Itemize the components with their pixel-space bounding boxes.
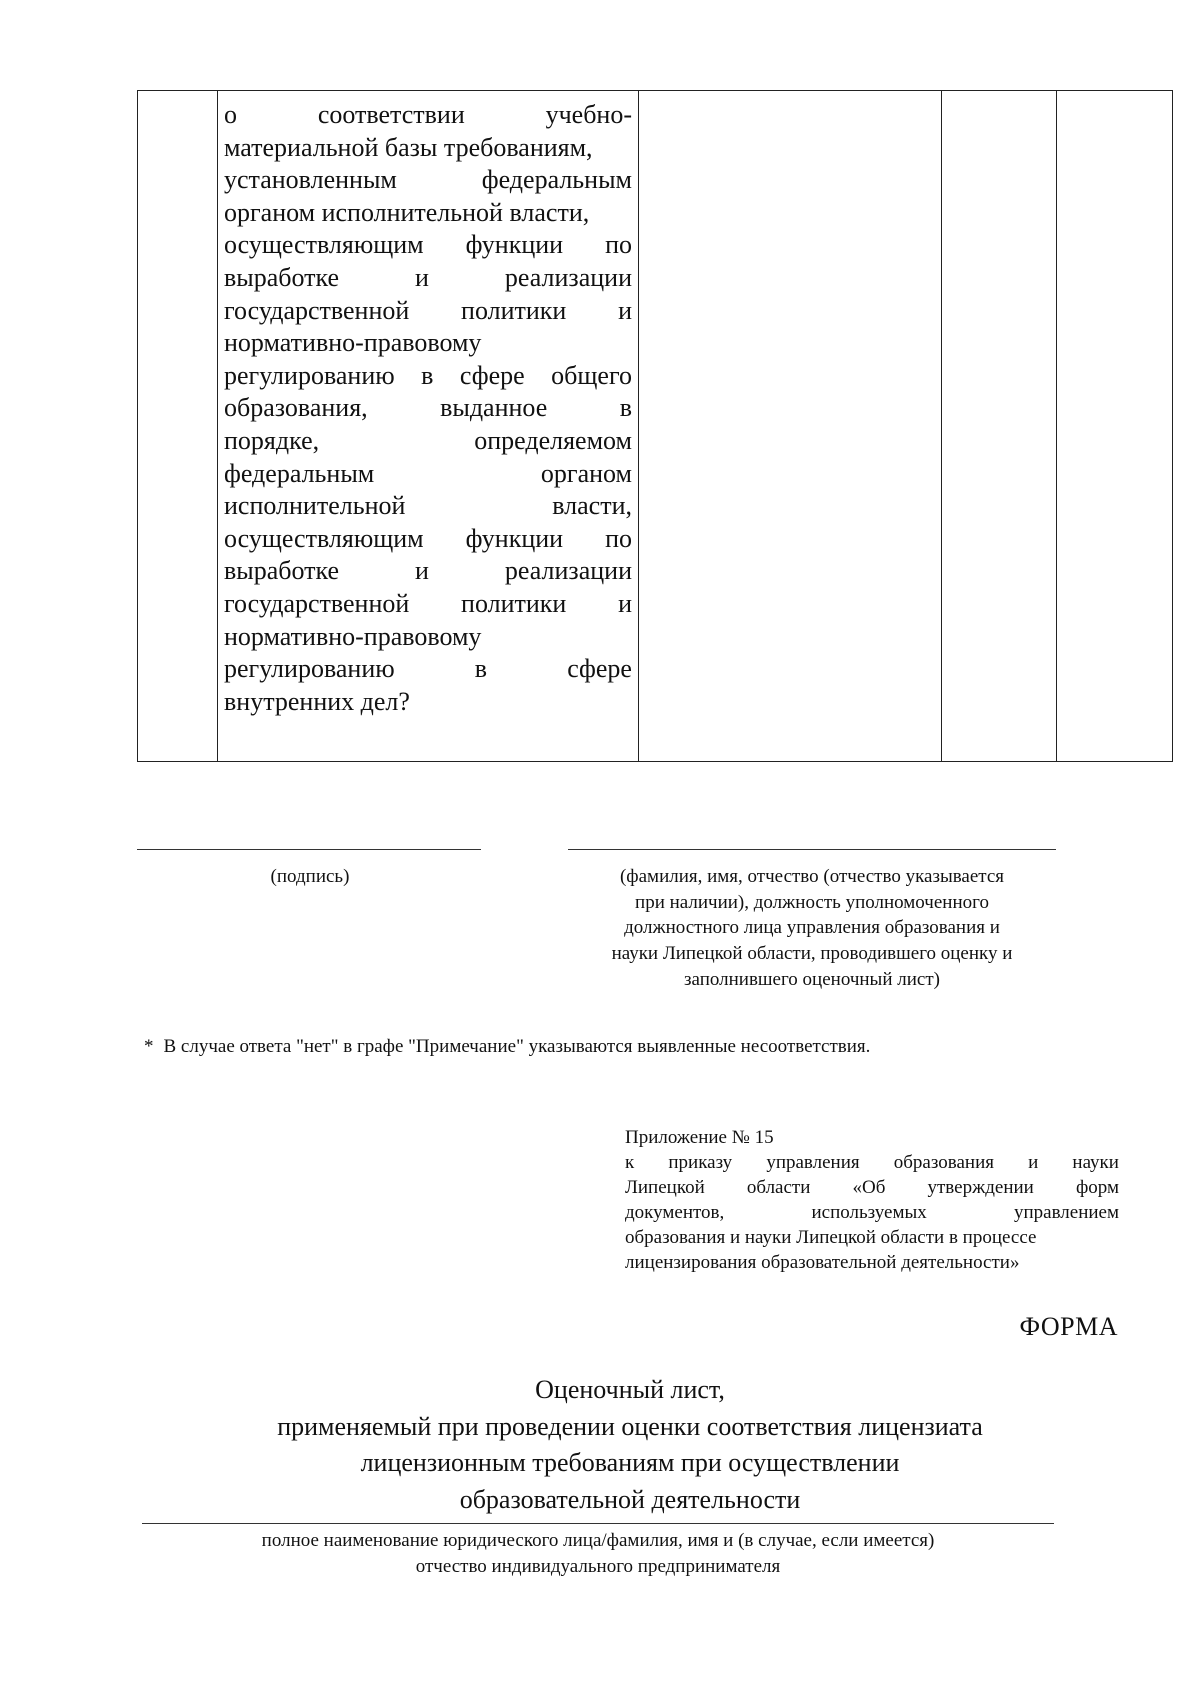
footnote (144, 1036, 870, 1058)
question-word: нормативно-правовому (224, 621, 482, 651)
title-line: Оценочный лист, (535, 1375, 725, 1404)
question-word: и (618, 295, 632, 325)
question-word: и (618, 588, 632, 618)
title-line: образовательной деятельности (459, 1484, 801, 1514)
question-word: в (619, 393, 632, 423)
form-label: ФОРМА (1019, 1312, 1118, 1341)
question-word: порядке, (224, 425, 320, 455)
appendix-heading: Приложение № 15 (625, 1127, 774, 1148)
official-caption-line: заполнившего оценочный лист) (684, 968, 940, 990)
footnote-star: * (144, 1036, 154, 1057)
question-line (224, 327, 632, 360)
question-word: и (415, 556, 429, 586)
question-line (224, 458, 632, 491)
appendix-word: образования (893, 1152, 994, 1173)
appendix-block (625, 1125, 1119, 1275)
question-line (224, 295, 632, 328)
assessment-table (137, 90, 1173, 762)
column-divider (1056, 91, 1057, 761)
column-divider (941, 91, 942, 761)
appendix-word: утверждении (927, 1177, 1034, 1198)
official-caption-line: должностного лица управления образования и (624, 917, 1000, 939)
appendix-word: форм (1075, 1177, 1119, 1198)
question-word: выработке (224, 556, 340, 586)
question-line (224, 392, 632, 425)
question-word: сфере (459, 360, 525, 390)
appendix-word: к (625, 1152, 635, 1173)
question-word: в (421, 360, 434, 390)
form-title (100, 1372, 1160, 1518)
title-line: применяемый при проведении оценки соответствия лицензиата (277, 1411, 983, 1441)
question-word: общего (551, 360, 632, 390)
question-word: федеральным (481, 165, 632, 195)
question-word: федеральным (224, 458, 375, 488)
entity-name-caption (142, 1528, 1054, 1580)
question-word: о (224, 100, 237, 129)
question-word: власти, (552, 491, 632, 521)
question-word: выданное (440, 393, 548, 423)
question-line (224, 555, 632, 588)
question-word: выработке (224, 262, 340, 292)
question-word: установленным (224, 165, 397, 195)
appendix-line (625, 1200, 1119, 1225)
question-word: государственной (224, 588, 410, 618)
appendix-word: «Об (852, 1177, 886, 1198)
question-line (224, 588, 632, 621)
question-word: нормативно-правовому (224, 328, 482, 358)
appendix-word: лицензирования образовательной деятельности» (625, 1252, 1020, 1273)
appendix-word: науки (1072, 1152, 1119, 1173)
question-word: реализации (504, 262, 632, 292)
entity-caption-line: отчество индивидуального предпринимателя (415, 1556, 781, 1577)
signature-line (137, 849, 481, 850)
appendix-line (625, 1225, 1119, 1250)
question-line (224, 164, 632, 197)
appendix-word: управлением (1013, 1202, 1119, 1223)
appendix-word: управления (766, 1152, 860, 1173)
question-word: соответствии (317, 100, 465, 129)
question-word: сфере (567, 654, 632, 684)
signature-label: (подпись) (270, 866, 350, 887)
question-word: в (474, 654, 488, 684)
question-word: государственной (224, 295, 410, 325)
column-divider (217, 91, 218, 761)
question-line (224, 686, 632, 719)
official-name-line (568, 849, 1056, 850)
entity-caption-line: полное наименование юридического лица/фамилия, имя и (в случае, если имеется) (261, 1530, 935, 1551)
appendix-word: документов, (625, 1202, 725, 1223)
question-line (224, 523, 632, 556)
title-line: лицензионным требованиям при осуществлении (360, 1448, 900, 1477)
question-word: образования, (224, 393, 368, 423)
appendix-line (625, 1150, 1119, 1175)
question-cell (224, 99, 632, 718)
question-word: органом исполнительной власти, (224, 197, 590, 227)
question-word: реализации (504, 556, 632, 586)
question-line (224, 132, 632, 165)
question-word: и (415, 262, 429, 292)
question-word: органом (540, 458, 632, 488)
question-word: материальной базы требованиям, (224, 132, 593, 162)
question-word: политики (461, 588, 567, 618)
footnote-text: В случае ответа "нет" в графе "Примечание" указываются выявленные несоответствия. (163, 1036, 871, 1057)
question-word: внутренних дел? (224, 686, 410, 716)
appendix-line (625, 1175, 1119, 1200)
question-line (224, 653, 632, 686)
question-line (224, 360, 632, 393)
appendix-word: используемых (811, 1202, 927, 1223)
official-caption-line: науки Липецкой области, проводившего оценку и (611, 943, 1013, 965)
official-caption-line: (фамилия, имя, отчество (отчество указывается (619, 866, 1005, 887)
official-name-caption (560, 864, 1064, 993)
question-line (224, 425, 632, 458)
question-word: регулированию (224, 654, 395, 684)
question-word: осуществляющим (224, 230, 424, 260)
question-line (224, 197, 632, 230)
question-word: функции (465, 230, 564, 260)
appendix-word: и (1028, 1152, 1039, 1173)
appendix-word: приказу (668, 1152, 733, 1173)
question-line (224, 99, 632, 132)
question-line (224, 621, 632, 654)
question-word: регулированию (224, 360, 395, 390)
question-word: исполнительной (224, 491, 406, 521)
question-line (224, 490, 632, 523)
question-line (224, 229, 632, 262)
entity-name-line (142, 1523, 1054, 1524)
question-word: политики (461, 295, 567, 325)
question-word: по (605, 230, 632, 260)
column-divider (638, 91, 639, 761)
question-line (224, 262, 632, 295)
question-word: функции (465, 523, 564, 553)
appendix-word: образования и науки Липецкой области в процессе (625, 1227, 1037, 1248)
appendix-line (625, 1250, 1119, 1275)
appendix-word: Липецкой (625, 1177, 705, 1198)
question-word: осуществляющим (224, 523, 424, 553)
question-word: по (605, 523, 632, 553)
question-word: определяемом (474, 425, 632, 455)
appendix-word: области (746, 1177, 811, 1198)
question-word: учебно- (545, 100, 632, 129)
official-caption-line: при наличии), должность уполномоченного (635, 891, 989, 913)
